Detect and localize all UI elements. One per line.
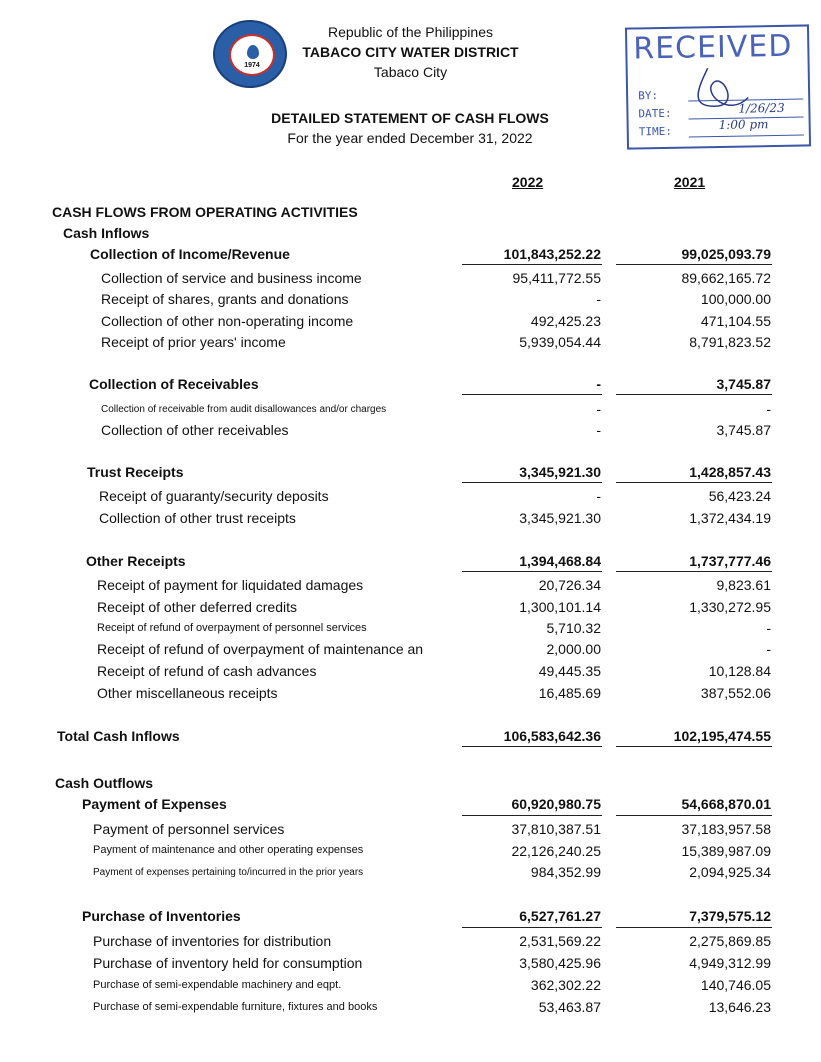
group-income-2021: 99,025,093.79 [681, 246, 771, 262]
column-header-2022: 2022 [512, 174, 544, 190]
total-inflows-label: Total Cash Inflows [57, 728, 180, 744]
section-cash-outflows: Cash Outflows [55, 775, 154, 791]
section-cash-inflows: Cash Inflows [63, 225, 150, 241]
line-item-2021: 89,662,165.72 [681, 270, 771, 286]
line-item-2022: 2,000.00 [546, 641, 601, 657]
stamp-time-value: 1:00 pm [718, 117, 769, 132]
stamp-by-label: BY: [638, 89, 659, 103]
line-item-label: Collection of receivable from audit disallowances and/or charges [101, 404, 387, 415]
line-item-label: Receipt of other deferred credits [97, 599, 297, 615]
line-item-2022: 49,445.35 [538, 663, 601, 679]
line-item-label: Payment of expenses pertaining to/incurred in the prior years [93, 867, 364, 878]
line-item-2022: 362,302.22 [530, 977, 601, 993]
line-item-2022: 37,810,387.51 [511, 821, 601, 837]
group-trust-2021: 1,428,857.43 [689, 464, 771, 480]
line-item-2021: 3,745.87 [716, 422, 771, 438]
line-item-label: Receipt of refund of cash advances [97, 663, 317, 679]
total-inflows-2021: 102,195,474.55 [673, 728, 771, 744]
line-item-2021: 2,094,925.34 [689, 864, 771, 880]
republic-line: Republic of the Philippines [328, 24, 493, 40]
statement-title: DETAILED STATEMENT OF CASH FLOWS [271, 110, 549, 126]
line-item-label: Collection of other non-operating income [101, 313, 354, 329]
group-inventories-2021: 7,379,575.12 [689, 908, 771, 924]
group-expenses-label: Payment of Expenses [82, 796, 227, 812]
line-item-2022: 22,126,240.25 [511, 843, 601, 859]
agency-name: TABACO CITY WATER DISTRICT [302, 44, 519, 60]
rule [616, 394, 772, 395]
stamp-time-label: TIME: [638, 124, 673, 139]
line-item-2022: - [596, 401, 601, 417]
group-receivables-2022: - [596, 376, 601, 392]
group-trust-2022: 3,345,921.30 [519, 464, 601, 480]
line-item-label: Receipt of refund of overpayment of personnel services [97, 622, 367, 634]
group-inventories-label: Purchase of Inventories [82, 908, 241, 924]
line-item-2021: 2,275,869.85 [689, 933, 771, 949]
line-item-2022: 1,300,101.14 [519, 599, 601, 615]
line-item-2022: 16,485.69 [538, 685, 601, 701]
line-item-2022: 5,710.32 [546, 620, 601, 636]
rule [616, 815, 772, 816]
line-item-2022: 20,726.34 [538, 577, 601, 593]
line-item-label: Purchase of inventories for distribution [93, 933, 332, 949]
line-item-2022: 5,939,054.44 [519, 334, 601, 350]
rule [462, 571, 602, 572]
rule [616, 482, 772, 483]
line-item-2022: 53,463.87 [538, 999, 601, 1015]
signature-scribble [627, 26, 809, 147]
line-item-label: Payment of personnel services [93, 821, 285, 837]
group-inventories-2022: 6,527,761.27 [519, 908, 601, 924]
rule [616, 927, 772, 928]
line-item-label: Payment of maintenance and other operating expenses [93, 844, 364, 856]
agency-city: Tabaco City [373, 64, 448, 80]
line-item-2021: 13,646.23 [708, 999, 771, 1015]
group-receivables-2021: 3,745.87 [716, 376, 771, 392]
line-item-2021: 4,949,312.99 [689, 955, 771, 971]
line-item-2021: 1,330,272.95 [689, 599, 771, 615]
line-item-label: Purchase of inventory held for consumption [93, 955, 363, 971]
rule [462, 264, 602, 265]
line-item-2021: 471,104.55 [700, 313, 771, 329]
line-item-2022: - [596, 422, 601, 438]
received-stamp [625, 24, 811, 149]
line-item-2022: 3,580,425.96 [519, 955, 601, 971]
stamp-date-label: DATE: [638, 106, 672, 121]
line-item-2022: - [596, 488, 601, 504]
rule [616, 746, 772, 747]
statement-period: For the year ended December 31, 2022 [287, 130, 533, 146]
group-other-label: Other Receipts [86, 553, 186, 569]
line-item-label: Purchase of semi-expendable machinery and eqpt. [93, 979, 342, 991]
group-income-2022: 101,843,252.22 [503, 246, 601, 262]
line-item-label: Receipt of shares, grants and donations [101, 291, 349, 307]
line-item-2021: 100,000.00 [700, 291, 771, 307]
line-item-2021: - [766, 641, 771, 657]
line-item-label: Receipt of guaranty/security deposits [99, 488, 329, 504]
line-item-label: Receipt of refund of overpayment of maintenance an [97, 641, 424, 657]
group-expenses-2021: 54,668,870.01 [681, 796, 771, 812]
line-item-label: Collection of other receivables [101, 422, 289, 438]
line-item-2022: 984,352.99 [530, 864, 601, 880]
group-income-label: Collection of Income/Revenue [90, 246, 290, 262]
line-item-2022: 492,425.23 [530, 313, 601, 329]
group-expenses-2022: 60,920,980.75 [511, 796, 601, 812]
line-item-2022: 2,531,569.22 [519, 933, 601, 949]
group-other-2022: 1,394,468.84 [519, 553, 601, 569]
rule [462, 394, 602, 395]
line-item-label: Receipt of payment for liquidated damages [97, 577, 364, 593]
line-item-2021: 56,423.24 [708, 488, 771, 504]
line-item-label: Purchase of semi-expendable furniture, fixtures and books [93, 1001, 378, 1013]
column-header-2021: 2021 [674, 174, 706, 190]
line-item-2021: 37,183,957.58 [681, 821, 771, 837]
line-item-2021: 15,389,987.09 [681, 843, 771, 859]
line-item-2021: 10,128.84 [708, 663, 771, 679]
line-item-label: Receipt of prior years' income [101, 334, 286, 350]
line-item-2021: - [766, 620, 771, 636]
rule [462, 482, 602, 483]
rule [462, 746, 602, 747]
line-item-2022: 3,345,921.30 [519, 510, 601, 526]
rule [616, 264, 772, 265]
line-item-2021: - [766, 401, 771, 417]
received-stamp-text: RECEIVED [633, 28, 793, 67]
line-item-2021: 387,552.06 [700, 685, 771, 701]
line-item-2021: 9,823.61 [716, 577, 771, 593]
line-item-label: Collection of other trust receipts [99, 510, 296, 526]
group-other-2021: 1,737,777.46 [689, 553, 771, 569]
line-item-label: Collection of service and business income [101, 270, 362, 286]
group-trust-label: Trust Receipts [87, 464, 184, 480]
line-item-2021: 140,746.05 [700, 977, 771, 993]
line-item-2022: 95,411,772.55 [512, 270, 601, 286]
statement-title-block [260, 108, 560, 148]
group-receivables-label: Collection of Receivables [89, 376, 259, 392]
rule [462, 927, 602, 928]
line-item-2021: 1,372,434.19 [689, 510, 771, 526]
total-inflows-2022: 106,583,642.36 [503, 728, 601, 744]
rule [462, 815, 602, 816]
section-operating-activities: CASH FLOWS FROM OPERATING ACTIVITIES [52, 204, 358, 220]
seal-year: 1974 [244, 62, 260, 69]
line-item-2021: 8,791,823.52 [689, 334, 771, 350]
line-item-2022: - [596, 291, 601, 307]
rule [616, 571, 772, 572]
stamp-date-value: 1/26/23 [738, 100, 785, 116]
line-item-label: Other miscellaneous receipts [97, 685, 278, 701]
